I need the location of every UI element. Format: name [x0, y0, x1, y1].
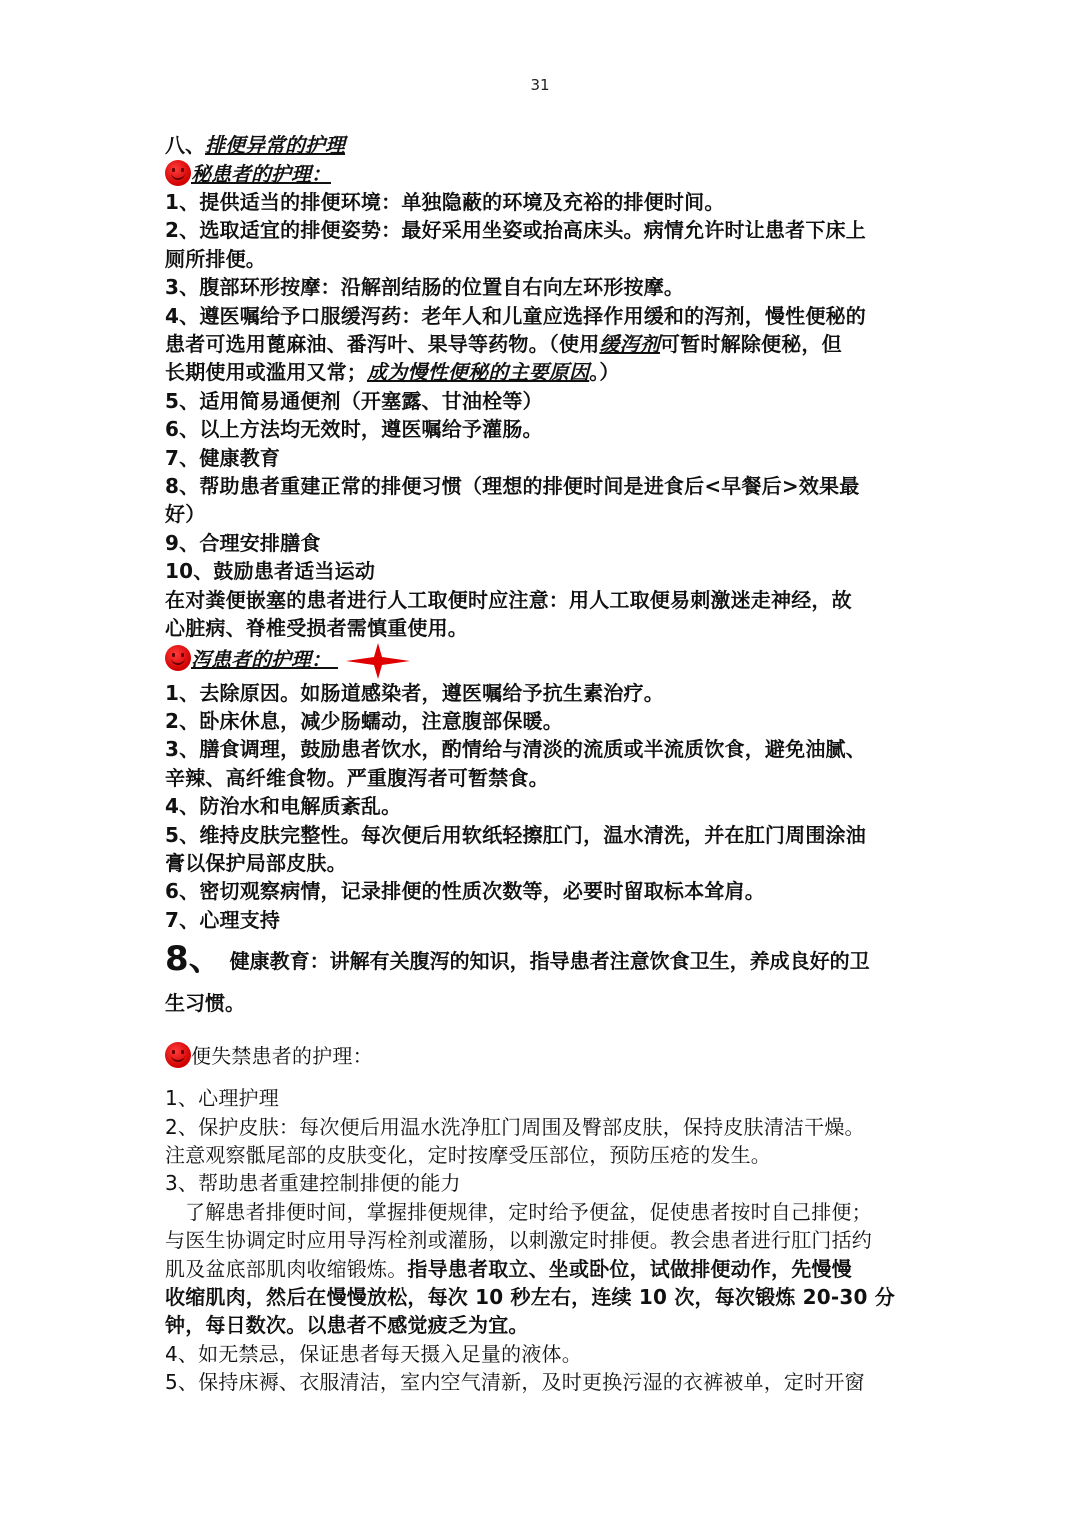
list-item: 1、提供适当的排便环境：单独隐蔽的环境及充裕的排便时间。 [165, 190, 725, 214]
list-item: 了解患者排便时间，掌握排便规律，定时给予便盆，促使患者按时自己排便； [185, 1199, 872, 1224]
list-item: 2、保护皮肤：每次便后用温水洗净肛门周围及臀部皮肤，保持皮肤清洁干燥。 [165, 1114, 865, 1139]
list-item: 6、以上方法均无效时，遵医嘱给予灌肠。 [165, 417, 543, 442]
section-title: 排便异常的护理 [205, 133, 345, 157]
list-item: 在对粪便嵌塞的患者进行人工取便时应注意：用人工取便易刺激迷走神经，故 [165, 587, 852, 612]
diarrhea-title: 泻患者的护理： [191, 647, 331, 671]
list-item: 4、防治水和电解质紊乱。 [165, 794, 402, 819]
diarrhea-subtitle [165, 643, 925, 679]
list-item: 3、腹部环形按摩：沿解剖结肠的位置自右向左环形按摩。 [165, 275, 685, 300]
health-education-number: 8、 [165, 939, 223, 980]
list-item: 10、鼓励患者适当运动 [165, 559, 376, 584]
list-item: 好） [165, 502, 206, 527]
list-item: 3、帮助患者重建控制排便的能力 [165, 1171, 461, 1196]
list-item: 5、维持皮肤完整性。每次便后用软纸轻擦肛门，温水清洗，并在肛门周围涂油 [165, 822, 866, 847]
list-item: 长期使用或滥用又常；成为慢性便秘的主要原因。） [165, 360, 620, 385]
list-item: 心脏病、脊椎受损者需慎重使用。 [165, 616, 468, 641]
list-item: 5、保持床褥、衣服清洁，室内空气清新，及时更换污湿的衣裤被单，定时开窗 [165, 1370, 865, 1395]
smiley-icon [165, 645, 191, 671]
page-number: 31 [530, 76, 550, 94]
list-item: 1、心理护理 [165, 1086, 279, 1111]
list-item: 2、卧床休息，减少肠蠕动，注意腹部保暖。 [165, 708, 563, 733]
list-item: 注意观察骶尾部的皮肤变化，定时按摩受压部位，预防压疮的发生。 [165, 1142, 771, 1167]
health-education-continued: 生习惯。 [165, 991, 245, 1016]
star-icon [346, 643, 410, 679]
list-item: 5、适用简易通便剂（开塞露、甘油栓等） [165, 388, 543, 413]
constipation-title: 秘患者的护理： [191, 162, 331, 186]
document-body [165, 130, 925, 1397]
laxative-emphasis: 缓泻剂 [599, 332, 661, 357]
list-item: 膏以保护局部皮肤。 [165, 850, 347, 875]
incontinence-subtitle [165, 1036, 925, 1076]
incontinence-title: 便失禁患者的护理： [191, 1044, 373, 1069]
main-cause-emphasis: 成为慢性便秘的主要原因 [367, 360, 590, 385]
smiley-icon [165, 160, 191, 186]
list-item: 7、健康教育 [165, 445, 281, 470]
list-item: 1、去除原因。如肠道感染者，遵医嘱给予抗生素治疗。 [165, 680, 664, 705]
section-heading [165, 130, 925, 160]
list-item: 8、帮助患者重建正常的排便习惯（理想的排便时间是进食后<早餐后>效果最 [165, 474, 860, 499]
list-item: 辛辣、高纤维食物。严重腹泻者可暂禁食。 [165, 765, 549, 790]
list-item: 7、心理支持 [165, 907, 281, 932]
health-education-heading: 8、 健康教育：讲解有关腹泻的知识，指导患者注意饮食卫生，养成良好的卫 [165, 939, 870, 980]
exercise-instruction: 指导患者取立、坐或卧位，试做排便动作，先慢慢 [407, 1256, 852, 1281]
list-item: 4、遵医嘱给予口服缓泻药：老年人和儿童应选择作用缓和的泻剂，慢性便秘的 [165, 303, 866, 328]
list-item: 厕所排便。 [165, 246, 266, 271]
exercise-instruction: 收缩肌肉，然后在慢慢放松，每次 10 秒左右，连续 10 次，每次锻炼 20-30 分 [165, 1285, 896, 1309]
exercise-instruction: 钟，每日数次。以患者不感觉疲乏为宜。 [165, 1313, 529, 1338]
section-number: 八、 [165, 133, 205, 157]
constipation-subtitle [165, 160, 925, 188]
list-item: 2、选取适宜的排便姿势：最好采用坐姿或抬高床头。病情允许时让患者下床上 [165, 218, 866, 243]
list-item: 6、密切观察病情，记录排便的性质次数等，必要时留取标本耸肩。 [165, 879, 765, 904]
list-item: 肌及盆底部肌肉收缩锻炼。指导患者取立、坐或卧位，试做排便动作，先慢慢 [165, 1256, 852, 1281]
list-item: 4、如无禁忌，保证患者每天摄入足量的液体。 [165, 1341, 582, 1366]
list-item: 患者可选用蓖麻油、番泻叶、果导等药物。（使用缓泻剂可暂时解除便秘，但 [165, 332, 842, 357]
list-item: 与医生协调定时应用导泻栓剂或灌肠，以刺激定时排便。教会患者进行肛门括约 [165, 1228, 872, 1253]
list-item: 9、合理安排膳食 [165, 530, 321, 555]
list-item: 3、膳食调理，鼓励患者饮水，酌情给与清淡的流质或半流质饮食，避免油腻、 [165, 737, 866, 762]
smiley-icon [165, 1042, 191, 1068]
